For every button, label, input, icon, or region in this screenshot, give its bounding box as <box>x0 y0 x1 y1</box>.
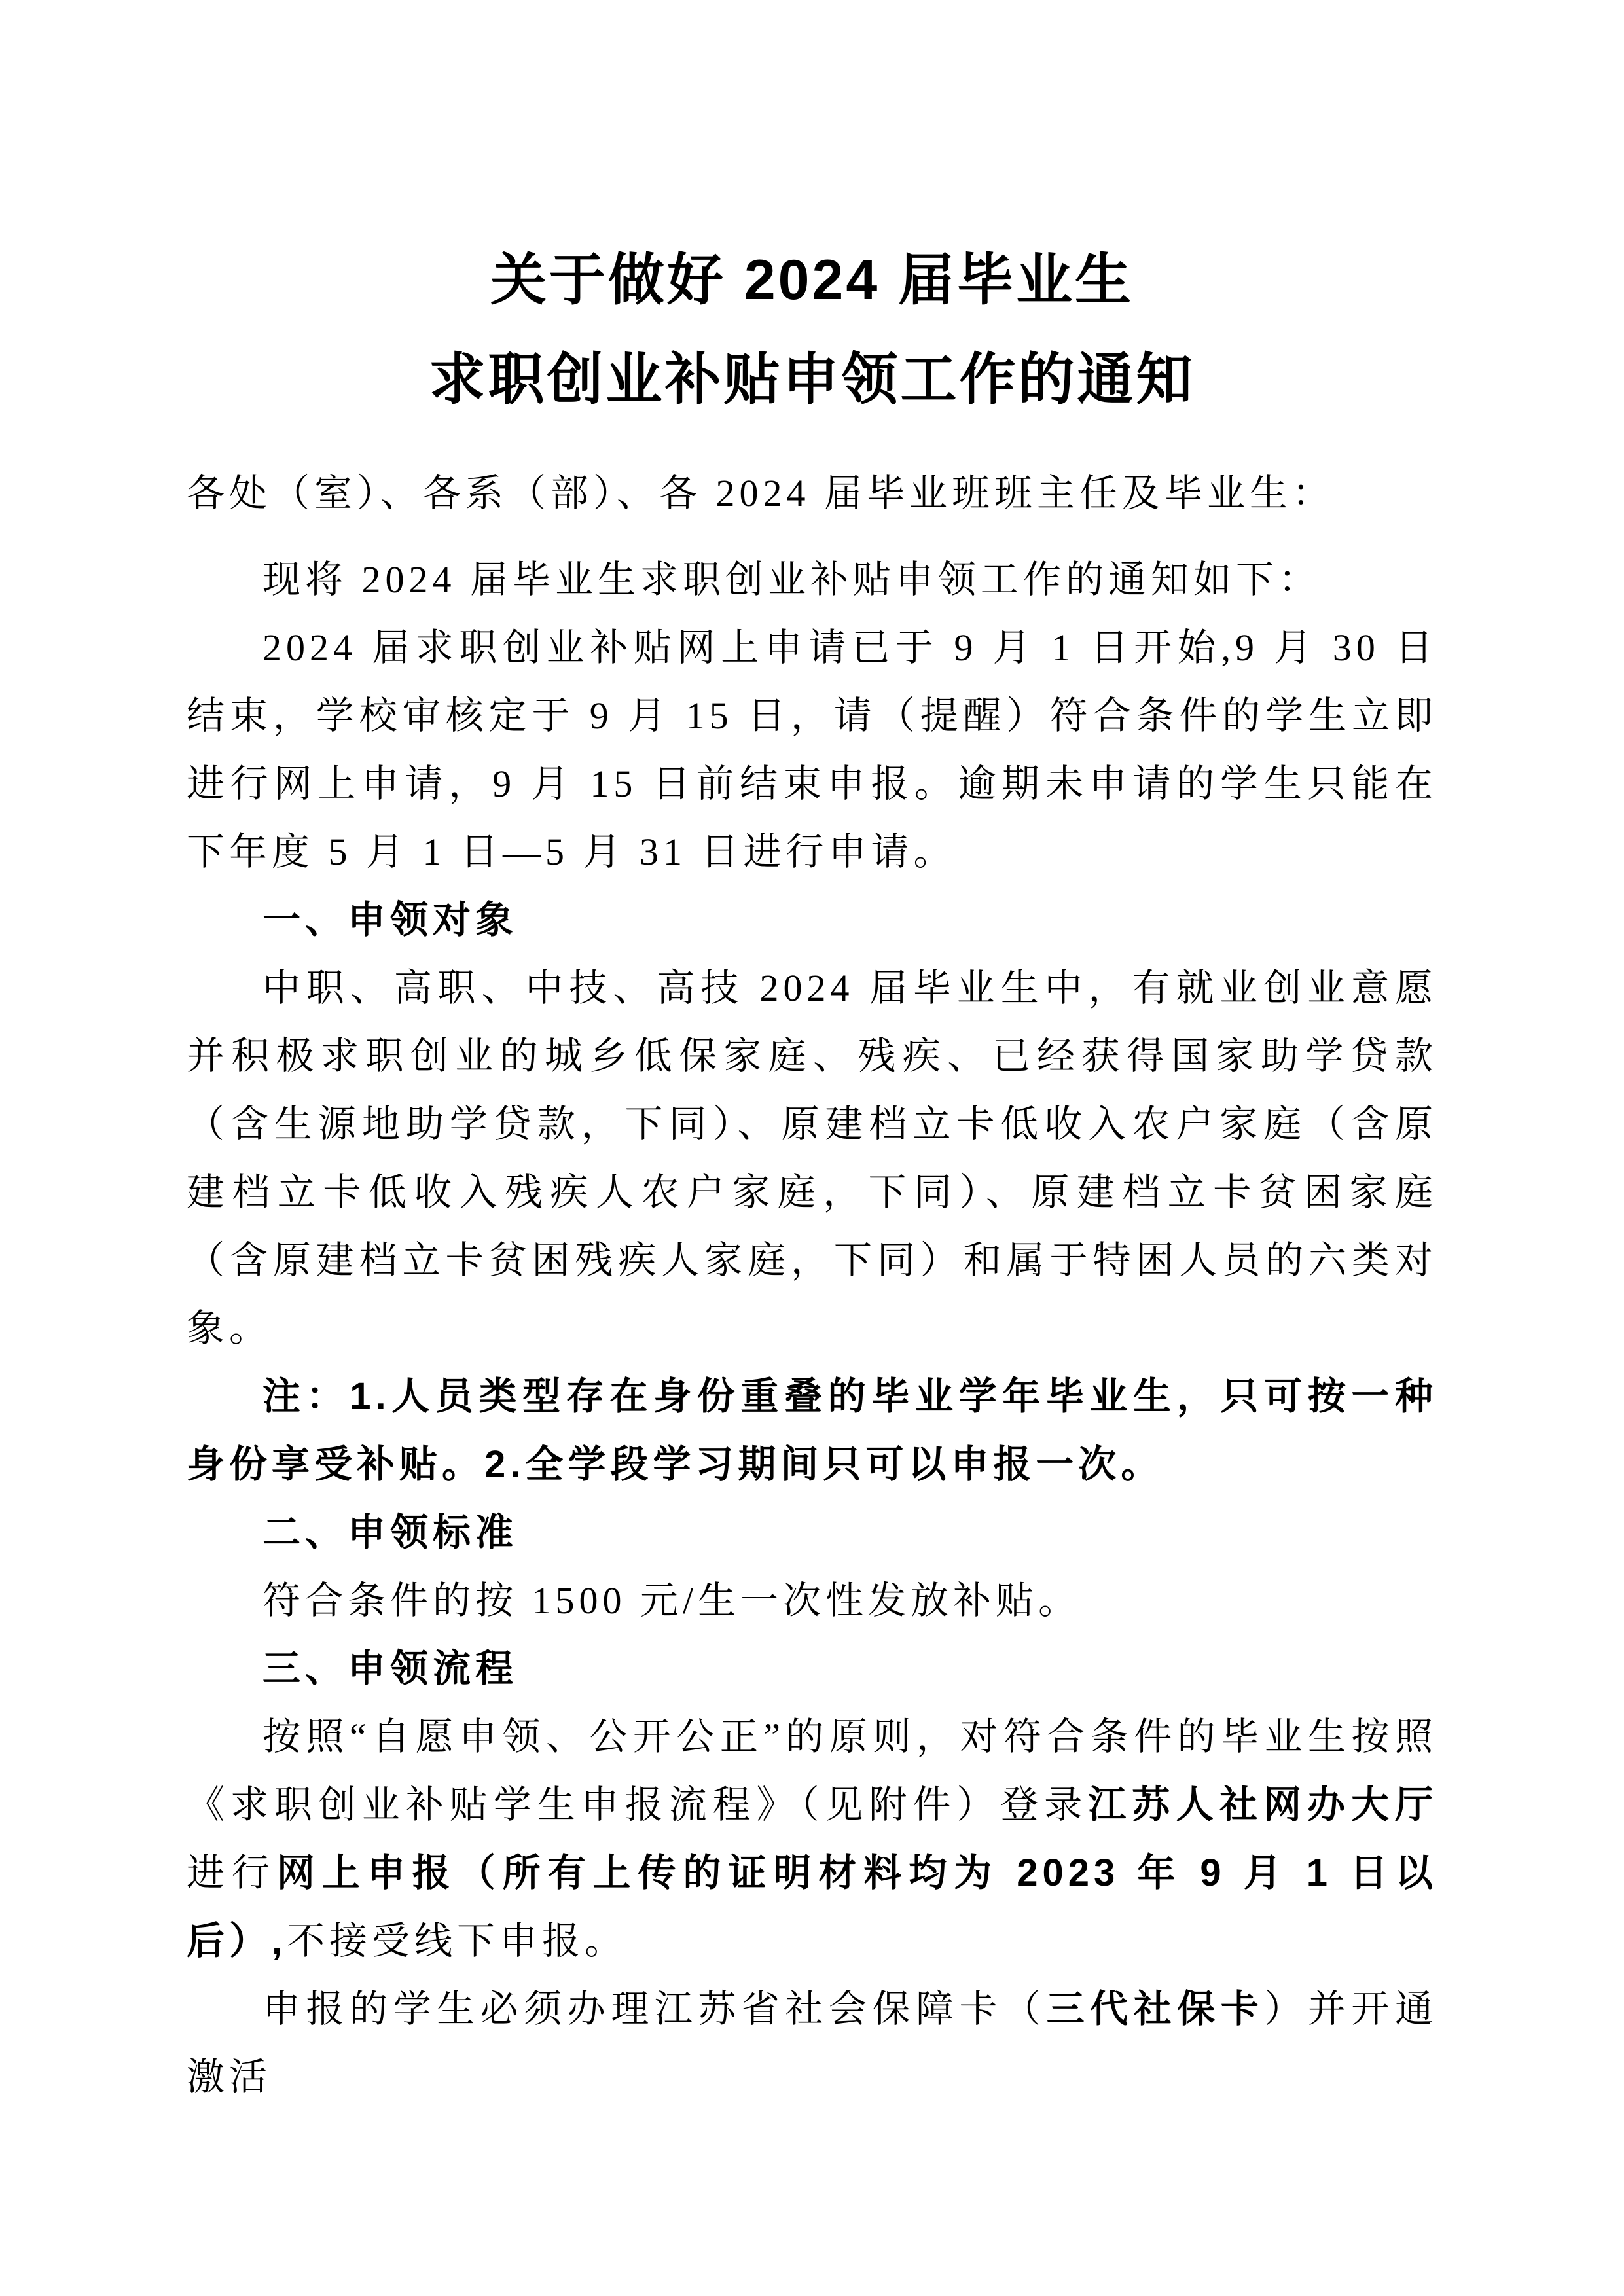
paragraph <box>187 614 1437 886</box>
text-run: 一、申领对象 <box>262 899 518 941</box>
paragraph <box>187 954 1437 1363</box>
text-run: 各处（室）、各系（部）、各 2024 届毕业班班主任及毕业生： <box>187 472 1335 514</box>
document-title-line-2: 求职创业补贴申领工作的通知 <box>429 348 1195 411</box>
document-title <box>187 0 1437 429</box>
text-run: 三、申领流程 <box>262 1647 518 1690</box>
paragraph <box>187 1635 1437 1703</box>
text-run: 江苏人社网办大厅 <box>1088 1784 1437 1826</box>
paragraph <box>187 1567 1437 1635</box>
paragraph <box>187 886 1437 954</box>
paragraph <box>187 459 1437 528</box>
text-run: 现将 2024 届毕业生求职创业补贴申领工作的通知如下： <box>262 558 1322 601</box>
paragraph <box>187 1363 1437 1499</box>
document-title-line-1: 关于做好 2024 届毕业生 <box>490 249 1134 312</box>
text-run: 符合条件的按 1500 元/生一次性发放补贴。 <box>262 1579 1081 1622</box>
paragraph <box>187 546 1437 614</box>
text-run: 不接受线下申报。 <box>287 1920 628 1962</box>
text-run: 申报的学生必须办理江苏省社会保障卡（ <box>262 1988 1047 2030</box>
paragraph <box>187 1703 1437 1975</box>
document-body <box>187 459 1437 2111</box>
paragraph <box>187 1499 1437 1567</box>
text-run: 按照“自愿申领、公开公正”的原则，对符合条件的毕业生按照《求职创业补贴学生申报流程》（见附件）登录 <box>187 1715 1437 1826</box>
text-run: 中职、高职、中技、高技 2024 届毕业生中，有就业创业意愿并积极求职创业的城乡低保家庭、残疾、已经获得国家助学贷款（含生源地助学贷款，下同）、原建档立卡低收入农户家庭（含原建档立卡低收入残疾人农户家庭，下同）、原建档立卡贫困家庭（含原建档立卡贫困残疾人家庭，下同）和属于特困人员的六类对象。 <box>187 967 1437 1350</box>
paragraph <box>187 1975 1437 2111</box>
text-run: 2024 届求职创业补贴网上申请已于 9 月 1 日开始,9 月 30 日结束，学校审核定于 9 月 15 日，请（提醒）符合条件的学生立即进行网上申请，9 月 15 日前结束申报。逾期未申请的学生只能在下年度 5 月 1 日—5 月 31 日进行申请。 <box>187 626 1437 873</box>
text-run: 注：1.人员类型存在身份重叠的毕业学年毕业生，只可按一种身份享受补贴。2.全学段学习期间只可以申报一次。 <box>187 1375 1437 1486</box>
text-run: ）并开通激活 <box>187 1988 1437 2098</box>
text-run: 网上申报（所有上传的证明材料均为 2023 年 9 月 1 日以后）, <box>187 1852 1437 1962</box>
text-run: 二、申领标准 <box>262 1511 518 1554</box>
text-run: 三代社保卡 <box>1046 1988 1265 2030</box>
text-run: 进行 <box>187 1852 277 1894</box>
